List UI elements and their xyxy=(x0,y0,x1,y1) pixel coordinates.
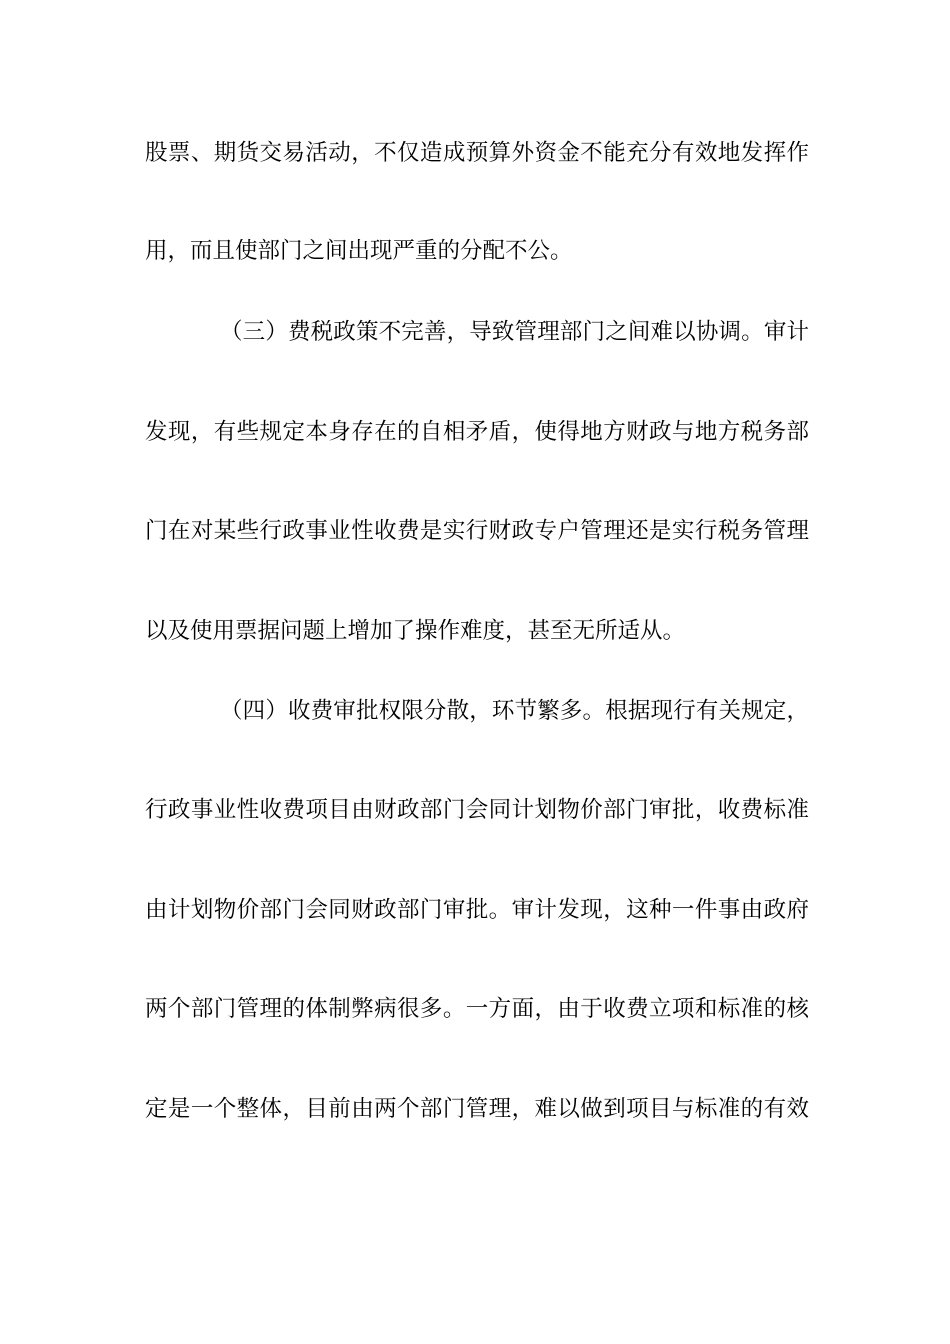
text-line-7-paragraph-start: （四）收费审批权限分散，环节繁多。根据现行有关规定， xyxy=(220,698,809,724)
text-line-6: 以及使用票据问题上增加了操作难度，甚至无所适从。 xyxy=(145,618,686,644)
text-line-10: 两个部门管理的体制弊病很多。一方面，由于收费立项和标准的核 xyxy=(145,996,809,1022)
text-line-3-paragraph-start: （三）费税政策不完善，导致管理部门之间难以协调。审计 xyxy=(220,319,809,345)
text-line-2: 用，而且使部门之间出现严重的分配不公。 xyxy=(145,238,573,264)
text-line-1: 股票、期货交易活动，不仅造成预算外资金不能充分有效地发挥作 xyxy=(145,140,809,166)
text-line-4: 发现，有些规定本身存在的自相矛盾，使得地方财政与地方税务部 xyxy=(145,419,809,445)
text-line-11: 定是一个整体，目前由两个部门管理，难以做到项目与标准的有效 xyxy=(145,1096,809,1122)
text-line-5: 门在对某些行政事业性收费是实行财政专户管理还是实行税务管理 xyxy=(145,518,809,544)
text-line-9: 由计划物价部门会同财政部门审批。审计发现，这种一件事由政府 xyxy=(145,897,809,923)
text-line-8: 行政事业性收费项目由财政部门会同计划物价部门审批，收费标准 xyxy=(145,797,809,823)
